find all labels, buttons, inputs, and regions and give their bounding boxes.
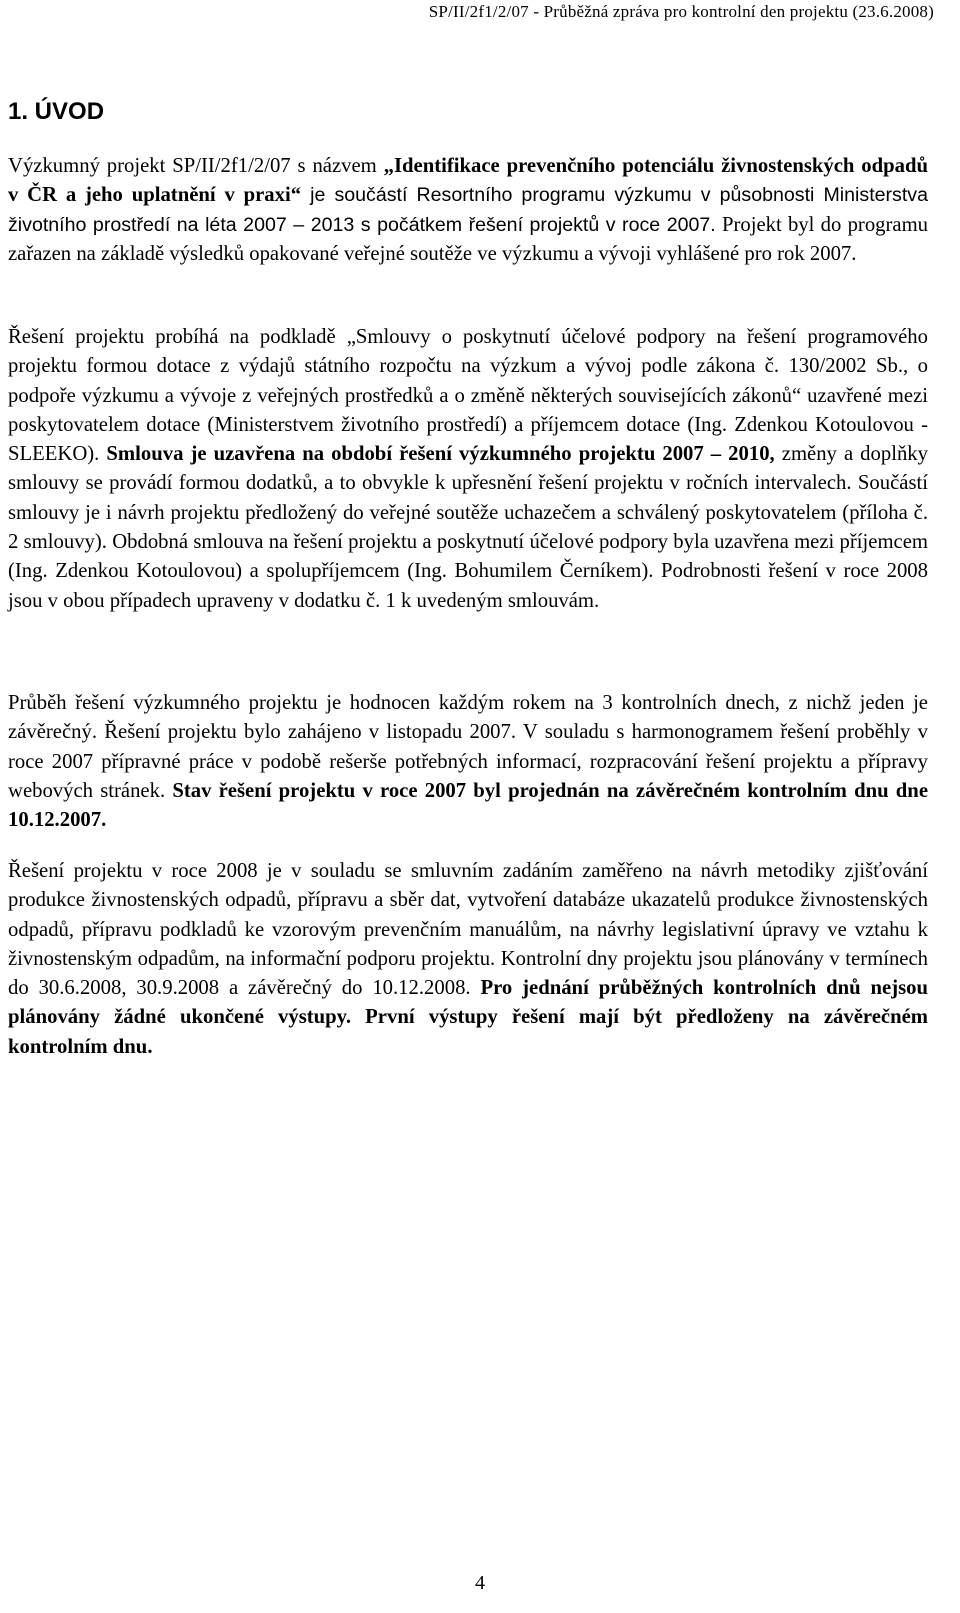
project-title-bold: „Identifikace prevenčního potenciálu živnostenských odpadů v ČR a jeho uplatnění v praxi“ bbox=[8, 155, 928, 207]
paragraph-text: Řešení projektu probíhá na podkladě „Smlouvy o poskytnutí účelové podpory na řešení programového projektu formou dotace z výdajů státního rozpočtu na výzkum a vývoj podle zákona č. 130/2002 Sb., o podpoře výzkumu a vývoje z veřejných prostředků a o změně některých souvisejících zákonů“ uzavřené mezi poskytovatelem dotace (Ministerstvem životního prostředí) a příjemcem dotace (Ing. Zdenkou Kotoulovou - SLEEKO). bbox=[8, 326, 928, 466]
paragraph-bold: Stav řešení projektu v roce 2007 byl projednán na závěrečném kontrolním dnu dne 10.12.2007. bbox=[8, 779, 928, 832]
paragraph-plan-2008 bbox=[8, 857, 928, 1062]
running-header: SP/II/2f1/2/07 - Průběžná zpráva pro kontrolní den projektu (23.6.2008) bbox=[428, 2, 934, 21]
paragraph-text: Průběh řešení výzkumného projektu je hodnocen každým rokem na 3 kontrolních dnech, z nichž jeden je závěrečný. Řešení projektu bylo zahájeno v listopadu 2007. V souladu s harmonogramem řešení proběhly v roce 2007 přípravné práce v podobě rešerše potřebných informací, rozpracování řešení projektu a přípravy webových stránek. bbox=[8, 692, 928, 802]
paragraph-text: Výzkumný projekt SP/II/2f1/2/07 s názvem bbox=[8, 155, 384, 177]
paragraph-bold: Pro jednání průběžných kontrolních dnů nejsou plánovány žádné ukončené výstupy. První výstupy řešení mají být předloženy na závěrečném kontrolním dnu. bbox=[8, 977, 928, 1058]
paragraph-progress bbox=[8, 689, 928, 835]
section-heading: 1. ÚVOD bbox=[8, 98, 105, 125]
paragraph-text: Řešení projektu v roce 2008 je v souladu se smluvním zadáním zaměřeno na návrh metodiky zjišťování produkce živnostenských odpadů, přípravu a sběr dat, vytvoření databáze ukazatelů produkce živnostenských odpadů, přípravu podkladů ke vzorovým prevenčním manuálům, na návrhy legislativní úpravy ve vztahu k živnostenským odpadům, na informační podporu projektu. Kontrolní dny projektu jsou plánovány v termínech do 30.6.2008, 30.9.2008 a závěrečný do 10.12.2008. bbox=[8, 860, 928, 1000]
page-number: 4 bbox=[475, 1572, 485, 1594]
paragraph-text: je součástí Resortního programu výzkumu v působnosti Ministerstva životního prostředí na léta 2007 – 2013 s počátkem řešení projektů v roce 2007. bbox=[8, 184, 928, 236]
paragraph-text: Projekt byl do programu zařazen na základě výsledků opakované veřejné soutěže ve výzkumu a vývoji vyhlášené pro rok 2007. bbox=[8, 213, 929, 265]
paragraph-text: změny a doplňky smlouvy se provádí formou dodatků, a to obvykle k upřesnění řešení projektu v ročních intervalech. Součástí smlouvy je i návrh projektu předložený do veřejné soutěže uchazečem a schválený poskytovatelem (příloha č. 2 smlouvy). Obdobná smlouva na řešení projektu a poskytnutí účelové podpory byla uzavřena mezi příjemcem (Ing. Zdenkou Kotoulovou) a spolupříjemcem (Ing. Bohumilem Černíkem). Podrobnosti řešení v roce 2008 jsou v obou případech upraveny v dodatku č. 1 k uvedeným smlouvám. bbox=[8, 443, 928, 612]
paragraph-intro bbox=[8, 152, 928, 269]
paragraph-bold: Smlouva je uzavřena na období řešení výzkumného projektu 2007 – 2010, bbox=[106, 443, 775, 466]
paragraph-contract bbox=[8, 323, 928, 616]
